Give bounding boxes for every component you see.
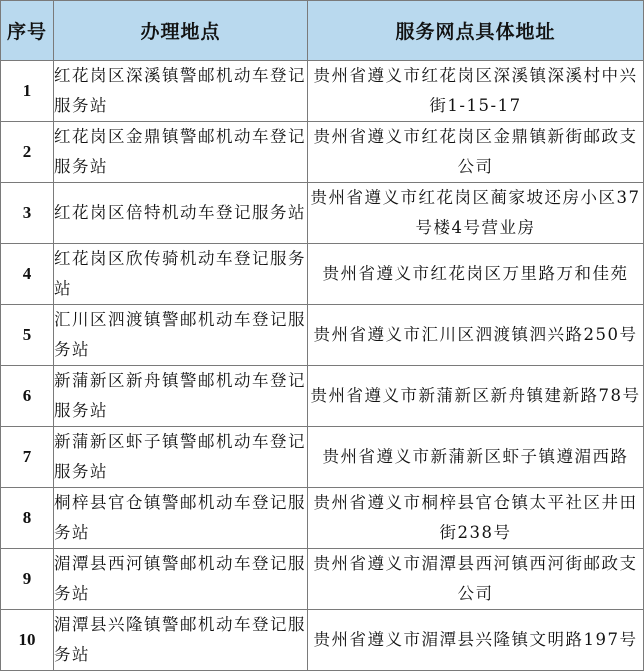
row-location: 汇川区泗渡镇警邮机动车登记服务站	[54, 305, 308, 366]
row-address: 贵州省遵义市红花岗区深溪镇深溪村中兴街1-15-17	[308, 61, 644, 122]
row-location: 桐梓县官仓镇警邮机动车登记服务站	[54, 488, 308, 549]
table-row	[1, 61, 644, 122]
table-body	[1, 61, 644, 671]
table-row	[1, 183, 644, 244]
header-serial-number: 序号	[1, 1, 54, 61]
header-address: 服务网点具体地址	[308, 1, 644, 61]
table-row	[1, 549, 644, 610]
table-row	[1, 427, 644, 488]
row-serial-number: 8	[1, 488, 54, 549]
row-location: 新蒲新区虾子镇警邮机动车登记服务站	[54, 427, 308, 488]
row-serial-number: 7	[1, 427, 54, 488]
row-serial-number: 4	[1, 244, 54, 305]
row-address: 贵州省遵义市新蒲新区虾子镇遵湄西路	[308, 427, 644, 488]
table-row	[1, 488, 644, 549]
row-address: 贵州省遵义市红花岗区金鼎镇新街邮政支公司	[308, 122, 644, 183]
row-location: 红花岗区深溪镇警邮机动车登记服务站	[54, 61, 308, 122]
row-location: 湄潭县兴隆镇警邮机动车登记服务站	[54, 610, 308, 671]
row-location: 红花岗区欣传骑机动车登记服务站	[54, 244, 308, 305]
row-address: 贵州省遵义市红花岗区蔺家坡还房小区37号楼4号营业房	[308, 183, 644, 244]
row-address: 贵州省遵义市新蒲新区新舟镇建新路78号	[308, 366, 644, 427]
row-address: 贵州省遵义市红花岗区万里路万和佳苑	[308, 244, 644, 305]
row-serial-number: 9	[1, 549, 54, 610]
row-address: 贵州省遵义市桐梓县官仓镇太平社区井田街238号	[308, 488, 644, 549]
table-row	[1, 366, 644, 427]
header-location: 办理地点	[54, 1, 308, 61]
row-serial-number: 6	[1, 366, 54, 427]
row-address: 贵州省遵义市汇川区泗渡镇泗兴路250号	[308, 305, 644, 366]
table-row	[1, 244, 644, 305]
row-location: 湄潭县西河镇警邮机动车登记服务站	[54, 549, 308, 610]
row-location: 新蒲新区新舟镇警邮机动车登记服务站	[54, 366, 308, 427]
table-row	[1, 122, 644, 183]
row-address: 贵州省遵义市湄潭县兴隆镇文明路197号	[308, 610, 644, 671]
row-serial-number: 5	[1, 305, 54, 366]
row-location: 红花岗区倍特机动车登记服务站	[54, 183, 308, 244]
row-location: 红花岗区金鼎镇警邮机动车登记服务站	[54, 122, 308, 183]
row-serial-number: 10	[1, 610, 54, 671]
table-row	[1, 610, 644, 671]
row-serial-number: 2	[1, 122, 54, 183]
row-serial-number: 1	[1, 61, 54, 122]
row-serial-number: 3	[1, 183, 54, 244]
row-address: 贵州省遵义市湄潭县西河镇西河街邮政支公司	[308, 549, 644, 610]
table-header-row	[1, 1, 644, 61]
table-row	[1, 305, 644, 366]
